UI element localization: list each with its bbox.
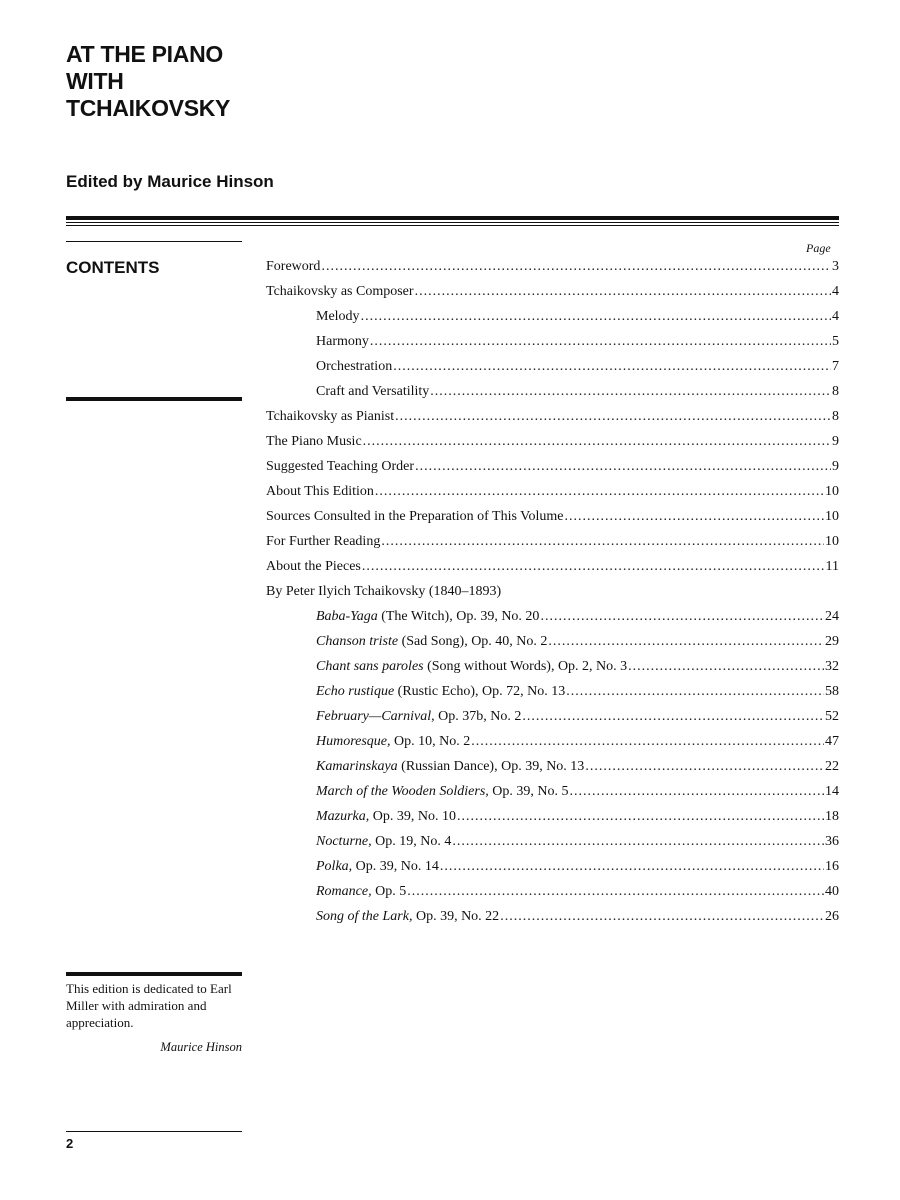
piece-detail: Op. 5 — [371, 884, 407, 899]
dot-leader — [548, 629, 824, 654]
toc-entry-further-reading[interactable] — [266, 529, 839, 554]
dot-leader — [361, 304, 831, 329]
dot-leader — [570, 779, 824, 804]
toc-entry-about-pieces[interactable] — [266, 554, 839, 579]
piece-page: 32 — [825, 659, 839, 674]
dot-leader — [540, 604, 824, 629]
toc-entry-teaching-order[interactable] — [266, 454, 839, 479]
toc-entry-page: 8 — [832, 384, 839, 399]
toc-entry-sources[interactable] — [266, 504, 839, 529]
dot-leader — [471, 729, 824, 754]
piece-detail: Op. 39, No. 14 — [352, 859, 439, 874]
piece-title: Echo rustique — [316, 684, 395, 699]
piece-label — [316, 754, 584, 779]
header-rule-thin-2 — [66, 225, 839, 226]
piece-page: 22 — [825, 759, 839, 774]
piece-detail: Op. 19, No. 4 — [371, 834, 452, 849]
piece-page: 52 — [825, 709, 839, 724]
piece-detail: (Song without Words), Op. 2, No. 3 — [423, 659, 628, 674]
toc-entry-composer[interactable] — [266, 279, 839, 304]
piece-title: Chanson triste — [316, 634, 399, 649]
dot-leader — [522, 704, 824, 729]
dot-leader — [566, 679, 824, 704]
dot-leader — [407, 879, 824, 904]
toc-piece-baba-yaga[interactable] — [316, 604, 839, 629]
toc-piece-chant-sans-paroles[interactable] — [316, 654, 839, 679]
piece-page: 24 — [825, 609, 839, 624]
toc-entry-page: 5 — [832, 334, 839, 349]
dedication-rule — [66, 972, 242, 976]
piece-label — [316, 804, 456, 829]
dot-leader — [362, 554, 825, 579]
toc-entry-page: 4 — [832, 309, 839, 324]
toc-entry-label: Tchaikovsky as Composer — [266, 284, 414, 299]
piece-label — [316, 879, 406, 904]
toc-entry-label: Tchaikovsky as Pianist — [266, 409, 395, 424]
toc-piece-nocturne[interactable] — [316, 829, 839, 854]
toc-entry-pianist[interactable] — [266, 404, 839, 429]
toc-entry-label: For Further Reading — [266, 534, 381, 549]
toc-piece-kamarinskaya[interactable] — [316, 754, 839, 779]
toc-entry-label: About This Edition — [266, 484, 374, 499]
piece-page: 16 — [825, 859, 839, 874]
piece-title: Polka, — [316, 859, 353, 874]
toc-entry-label: Suggested Teaching Order — [266, 459, 415, 474]
dot-leader — [395, 404, 831, 429]
dot-leader — [381, 529, 824, 554]
header-rule-thin-1 — [66, 222, 839, 223]
dot-leader — [564, 504, 824, 529]
piece-label — [316, 629, 547, 654]
toc-entry-label: Sources Consulted in the Preparation of This Volume — [266, 509, 564, 524]
title-line-3: TCHAIKOVSKY — [66, 95, 231, 121]
piece-label — [316, 729, 470, 754]
composer-heading: By Peter Ilyich Tchaikovsky (1840–1893) — [266, 584, 502, 599]
title-line-2: WITH — [66, 68, 124, 94]
toc-entry-label: About the Pieces — [266, 559, 361, 574]
toc-entry-page: 9 — [832, 434, 839, 449]
dot-leader — [415, 454, 831, 479]
dot-leader — [452, 829, 824, 854]
toc-entry-page: 3 — [832, 259, 839, 274]
sidebar-rule — [66, 397, 242, 401]
dot-leader — [415, 279, 831, 304]
toc-entry-foreword[interactable] — [266, 254, 839, 279]
toc-entry-page: 7 — [832, 359, 839, 374]
header-rule-thick — [66, 216, 839, 220]
piece-title: Chant sans paroles — [316, 659, 424, 674]
dot-leader — [393, 354, 831, 379]
toc-piece-february[interactable] — [316, 704, 839, 729]
toc-piece-echo-rustique[interactable] — [316, 679, 839, 704]
piece-detail: (Rustic Echo), Op. 72, No. 13 — [394, 684, 566, 699]
piece-detail: Op. 37b, No. 2 — [434, 709, 522, 724]
dot-leader — [321, 254, 831, 279]
toc-entry-craft[interactable] — [316, 379, 839, 404]
toc-entry-label: Melody — [316, 309, 360, 324]
toc-entry-harmony[interactable] — [316, 329, 839, 354]
toc-piece-mazurka[interactable] — [316, 804, 839, 829]
piece-page: 58 — [825, 684, 839, 699]
dot-leader — [363, 429, 831, 454]
piece-title: Baba-Yaga — [316, 609, 378, 624]
toc-entry-page: 9 — [832, 459, 839, 474]
dot-leader — [628, 654, 824, 679]
piece-page: 47 — [825, 734, 839, 749]
piece-detail: Op. 39, No. 22 — [412, 909, 500, 924]
toc-entry-page: 11 — [825, 559, 839, 574]
toc-entry-label: Harmony — [316, 334, 369, 349]
piece-detail: (The Witch), Op. 39, No. 20 — [377, 609, 540, 624]
composer-heading-row — [266, 579, 839, 604]
toc-entry-page: 10 — [825, 534, 839, 549]
toc-piece-humoresque[interactable] — [316, 729, 839, 754]
toc-entry-label: Orchestration — [316, 359, 393, 374]
piece-detail: Op. 39, No. 5 — [488, 784, 569, 799]
dot-leader — [440, 854, 824, 879]
toc-entry-page: 10 — [825, 484, 839, 499]
piece-detail: (Russian Dance), Op. 39, No. 13 — [397, 759, 585, 774]
piece-title: Song of the Lark, — [316, 909, 413, 924]
dot-leader — [457, 804, 824, 829]
piece-detail: Op. 39, No. 10 — [369, 809, 457, 824]
piece-title: Humoresque, — [316, 734, 391, 749]
piece-page: 14 — [825, 784, 839, 799]
page-number: 2 — [66, 1136, 74, 1151]
dot-leader — [375, 479, 824, 504]
piece-label — [316, 779, 569, 804]
toc-entry-page: 4 — [832, 284, 839, 299]
piece-title: Romance, — [316, 884, 372, 899]
piece-title: March of the Wooden Soldiers, — [316, 784, 489, 799]
toc-entry-page: 8 — [832, 409, 839, 424]
piece-page: 40 — [825, 884, 839, 899]
toc-piece-polka[interactable] — [316, 854, 839, 879]
piece-label — [316, 679, 565, 704]
footer-rule — [66, 1131, 242, 1132]
toc-entry-page: 10 — [825, 509, 839, 524]
toc-entry-label: Craft and Versatility — [316, 384, 430, 399]
book-title — [66, 41, 230, 122]
dot-leader — [585, 754, 824, 779]
piece-label — [316, 704, 521, 729]
piece-title: Mazurka, — [316, 809, 370, 824]
piece-label — [316, 654, 627, 679]
toc-entry-label: The Piano Music — [266, 434, 362, 449]
toc-entry-label: Foreword — [266, 259, 321, 274]
piece-page: 29 — [825, 634, 839, 649]
toc-entry-about-edition[interactable] — [266, 479, 839, 504]
piece-page: 36 — [825, 834, 839, 849]
piece-label — [316, 829, 451, 854]
toc-piece-romance[interactable] — [316, 879, 839, 904]
piece-title: Nocturne, — [316, 834, 372, 849]
title-line-1: AT THE PIANO — [66, 41, 223, 67]
piece-title: February—Carnival, — [316, 709, 435, 724]
piece-label — [316, 604, 539, 629]
dedication-text: This edition is dedicated to Earl Miller with admiration and appreciation. — [66, 981, 232, 1030]
piece-detail: Op. 10, No. 2 — [390, 734, 471, 749]
toc-piece-wooden-soldiers[interactable] — [316, 779, 839, 804]
toc-entry-melody[interactable] — [316, 304, 839, 329]
dedication-signature: Maurice Hinson — [160, 1040, 242, 1054]
contents-heading: CONTENTS — [66, 258, 160, 277]
toc-entry-orchestration[interactable] — [316, 354, 839, 379]
table-of-contents — [266, 254, 839, 929]
piece-page: 18 — [825, 809, 839, 824]
dot-leader — [370, 329, 831, 354]
contents-top-rule — [66, 241, 242, 242]
dot-leader — [500, 904, 824, 929]
piece-title: Kamarinskaya — [316, 759, 398, 774]
dot-leader — [430, 379, 831, 404]
piece-label — [316, 854, 439, 879]
toc-piece-chanson-triste[interactable] — [316, 629, 839, 654]
editor-credit: Edited by Maurice Hinson — [66, 172, 274, 191]
page-column-heading: Page — [806, 241, 831, 255]
piece-detail: (Sad Song), Op. 40, No. 2 — [398, 634, 548, 649]
toc-piece-song-of-the-lark[interactable] — [316, 904, 839, 929]
piece-label — [316, 904, 499, 929]
piece-page: 26 — [825, 909, 839, 924]
toc-entry-piano-music[interactable] — [266, 429, 839, 454]
